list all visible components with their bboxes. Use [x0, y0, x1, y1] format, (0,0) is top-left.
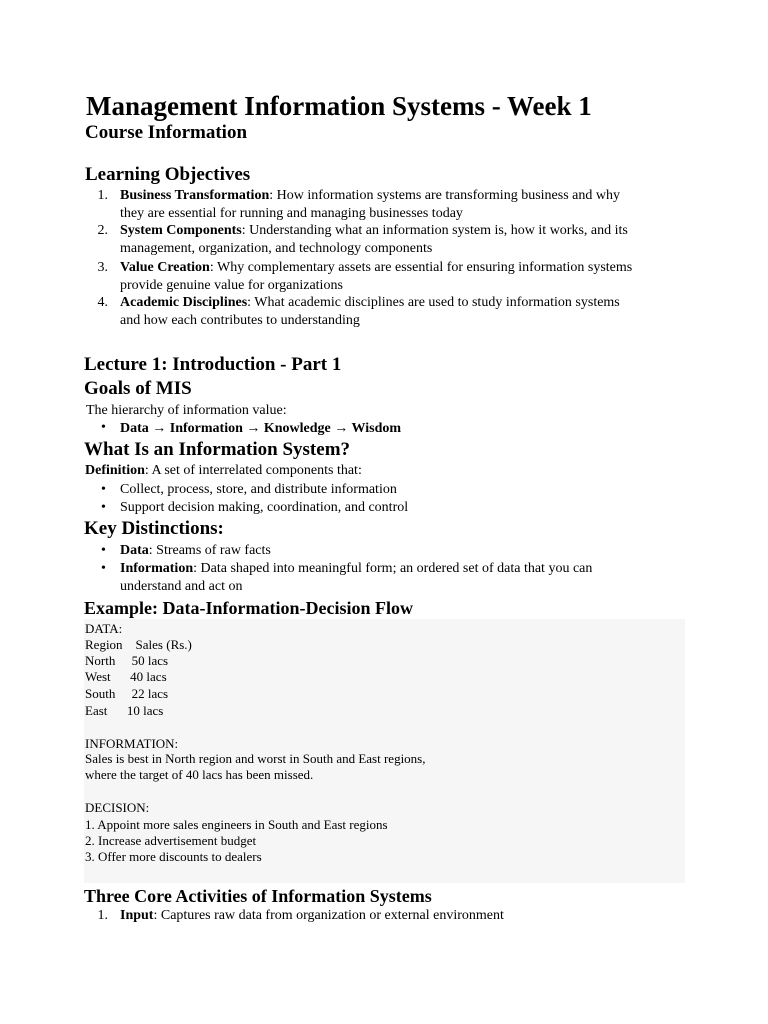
example-line: 2. Increase advertisement budget: [85, 833, 257, 848]
bullet-icon: •: [101, 500, 106, 515]
bullet-icon: •: [101, 561, 106, 576]
example-line: East 10 lacs: [85, 703, 164, 718]
distinction-item: Data: Streams of raw facts: [120, 543, 271, 558]
goals-heading: Goals of MIS: [84, 378, 192, 399]
example-heading: Example: Data-Information-Decision Flow: [84, 598, 413, 618]
course-info-heading: Course Information: [85, 122, 248, 143]
bullet-icon: •: [101, 420, 106, 435]
definition-text: Definition: A set of interrelated components that:: [85, 463, 362, 478]
objective-item: Value Creation: Why complementary assets are essential for ensuring information systems provide genuine value for organizations: [120, 260, 633, 293]
learning-objectives-heading: Learning Objectives: [85, 164, 251, 185]
objective-term: Value Creation: [120, 260, 210, 275]
page-title: Management Information Systems - Week 1: [86, 91, 592, 121]
objective-term: Business Transformation: [120, 188, 270, 203]
example-line: INFORMATION:: [85, 736, 179, 751]
objective-number: 3.: [97, 260, 108, 275]
core-activities-heading: Three Core Activities of Information Systems: [84, 886, 432, 906]
core-item: Input: Captures raw data from organization or external environment: [120, 908, 504, 923]
example-line: DECISION:: [85, 800, 150, 815]
objective-term: Academic Disciplines: [120, 295, 248, 310]
bullet-icon: •: [101, 543, 106, 558]
objective-item: System Components: Understanding what an information system is, how it works, and its management, organization, and technology components: [120, 223, 628, 256]
bullet-icon: •: [101, 482, 106, 497]
distinctions-heading: Key Distinctions:: [84, 518, 224, 539]
example-line: where the target of 40 lacs has been missed.: [85, 767, 314, 782]
example-line: DATA:: [85, 621, 123, 636]
distinction-item: Information: Data shaped into meaningful form; an ordered set of data that you can understand and act on: [120, 561, 593, 594]
what-is-heading: What Is an Information System?: [84, 439, 351, 460]
definition-bullet: Support decision making, coordination, and control: [120, 500, 409, 515]
objective-number: 4.: [97, 295, 108, 310]
example-line: North 50 lacs: [85, 653, 169, 668]
example-line: Region Sales (Rs.): [85, 637, 192, 652]
objective-term: System Components: [120, 223, 242, 238]
example-line: 3. Offer more discounts to dealers: [85, 849, 262, 864]
example-line: South 22 lacs: [85, 686, 169, 701]
example-line: 1. Appoint more sales engineers in South and East regions: [85, 817, 388, 832]
hierarchy-text: The hierarchy of information value:: [86, 403, 287, 418]
lecture-heading: Lecture 1: Introduction - Part 1: [84, 354, 342, 375]
objective-number: 1.: [97, 188, 108, 203]
definition-bullet: Collect, process, store, and distribute information: [120, 482, 397, 497]
objective-item: Business Transformation: How information systems are transforming business and why they are essential for running and managing businesses today: [120, 188, 620, 221]
objective-item: Academic Disciplines: What academic disciplines are used to study information systems and how each contributes to understanding: [120, 295, 620, 328]
hierarchy-bullet: Data → Information → Knowledge → Wisdom: [120, 421, 402, 436]
objective-number: 2.: [97, 223, 108, 238]
core-number: 1.: [97, 908, 108, 923]
example-line: West 40 lacs: [85, 669, 167, 684]
example-line: Sales is best in North region and worst in South and East regions,: [85, 751, 426, 766]
